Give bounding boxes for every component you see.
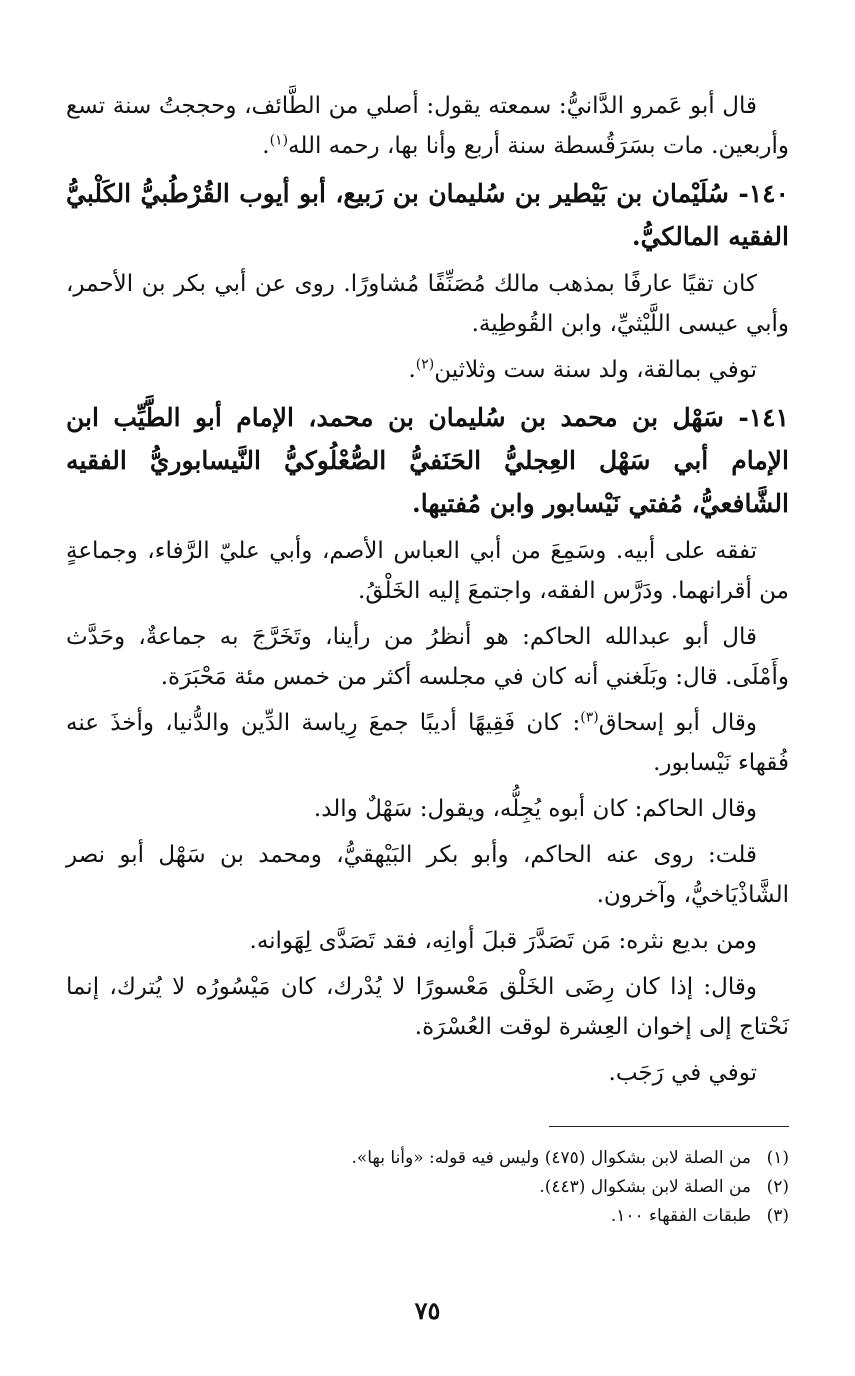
footnotes [66, 1144, 789, 1231]
footnote-number: (١) [766, 1148, 789, 1168]
paragraph [66, 967, 789, 1047]
page-number: ٧٥ [414, 1296, 441, 1325]
footnote-ref[interactable]: (٢) [415, 356, 435, 373]
paragraph-text: تفقه على أبيه. وسَمِعَ من أبي العباس الأصم، وأبي عليّ الرَّفاء، وجماعةٍ من أقرانهما. ودَرَّس الفقه، واجتمعَ إليه الخَلْقُ. [66, 538, 789, 604]
paragraph [66, 617, 789, 697]
paragraph [66, 264, 789, 344]
paragraph [66, 835, 789, 915]
paragraph [66, 921, 789, 961]
paragraph-tail: : كان فَقِيهًا أديبًا جمعَ رِياسة الدِّين والدُّنيا، وأخذَ عنه فُقهاء نَيْسابور. [66, 710, 789, 776]
paragraph-text: توفي في رَجَب. [608, 1060, 757, 1086]
footnote-text: من الصلة لابن بشكوال (٤٧٥) وليس فيه قوله: «وأنا بها». [351, 1148, 751, 1168]
paragraph-text: كان تقيًا عارفًا بمذهب مالك مُصَنِّفًا مُشاورًا. روى عن أبي بكر بن الأحمر، وأبي عيسى اللَّيْثيِّ، وابن القُوطِية. [66, 271, 789, 337]
footnote-number: (٣) [766, 1206, 789, 1226]
paragraph [66, 789, 789, 829]
footnote-divider [549, 1126, 789, 1127]
main-text [66, 86, 789, 1099]
paragraph-tail: . [408, 357, 416, 383]
entry-heading [66, 172, 789, 258]
paragraph-text: وقال الحاكم: كان أبوه يُجِلُّه، ويقول: سَهْلٌ والد. [313, 796, 757, 822]
entry-heading [66, 396, 789, 525]
footnote-number: (٢) [766, 1177, 789, 1197]
paragraph-text: ومن بديع نثره: مَن تَصَدَّرَ قبلَ أوانِه، فقد تَصَدَّى لِهَوانه. [249, 928, 757, 954]
paragraph-text: وقال أبو إسحاق [598, 710, 757, 736]
paragraph-text: توفي بمالقة، ولد سنة ست وثلاثين [434, 357, 757, 383]
footnote-ref[interactable]: (١) [269, 132, 289, 149]
paragraph [66, 531, 789, 611]
paragraph [66, 350, 789, 390]
paragraph [66, 86, 789, 166]
paragraph-text: قال أبو عَمرو الدَّانيُّ: سمعته يقول: أصلي من الطَّائف، وحججتُ سنة تسع وأربعين. مات بسَرَقُسطة سنة أربع وأنا بها، رحمه الله [66, 93, 789, 159]
paragraph-text: قال أبو عبدالله الحاكم: هو أنظرُ من رأينا، وتَخَرَّجَ به جماعةٌ، وحَدَّث وأَمْلَى. قال: وبَلَغني أنه كان في مجلسه أكثر من خمس مئة مَحْبَرَة. [66, 624, 789, 690]
entry-heading-text: ١٤٠- سُلَيْمان بن بَيْطير بن سُليمان بن رَبيع، أبو أيوب القُرْطُبيُّ الكَلْبيُّ الفقيه المالكيُّ. [66, 179, 789, 251]
paragraph-text: قلت: روى عنه الحاكم، وأبو بكر البَيْهقيُّ، ومحمد بن سَهْل أبو نصر الشَّاذْيَاخيُّ، وآخرون. [66, 842, 789, 908]
footnote-ref[interactable]: (٣) [580, 709, 599, 726]
footnote [66, 1144, 789, 1173]
paragraph-tail: . [262, 133, 270, 159]
footnote [66, 1202, 789, 1231]
paragraph [66, 1053, 789, 1093]
paragraph-text: وقال: إذا كان رِضَى الخَلْق مَعْسورًا لا يُدْرك، كان مَيْسُورُه لا يُترك، إنما نَحْتاج إلى إخوان العِشرة لوقت العُسْرَة. [66, 974, 789, 1040]
entry-heading-text: ١٤١- سَهْل بن محمد بن سُليمان بن محمد، الإمام أبو الطَّيِّب ابن الإمام أبي سَهْل العِجليُّ الحَنَفيُّ الصُّعْلُوكيُّ النَّيسابوريُّ الفقيه الشَّافعيُّ، مُفتي نَيْسابور وابن مُفتيها. [66, 403, 789, 518]
footnote [66, 1173, 789, 1202]
footnote-text: من الصلة لابن بشكوال (٤٤٣). [539, 1177, 751, 1197]
footnote-text: طبقات الفقهاء ١٠٠. [610, 1206, 751, 1226]
paragraph [66, 703, 789, 783]
